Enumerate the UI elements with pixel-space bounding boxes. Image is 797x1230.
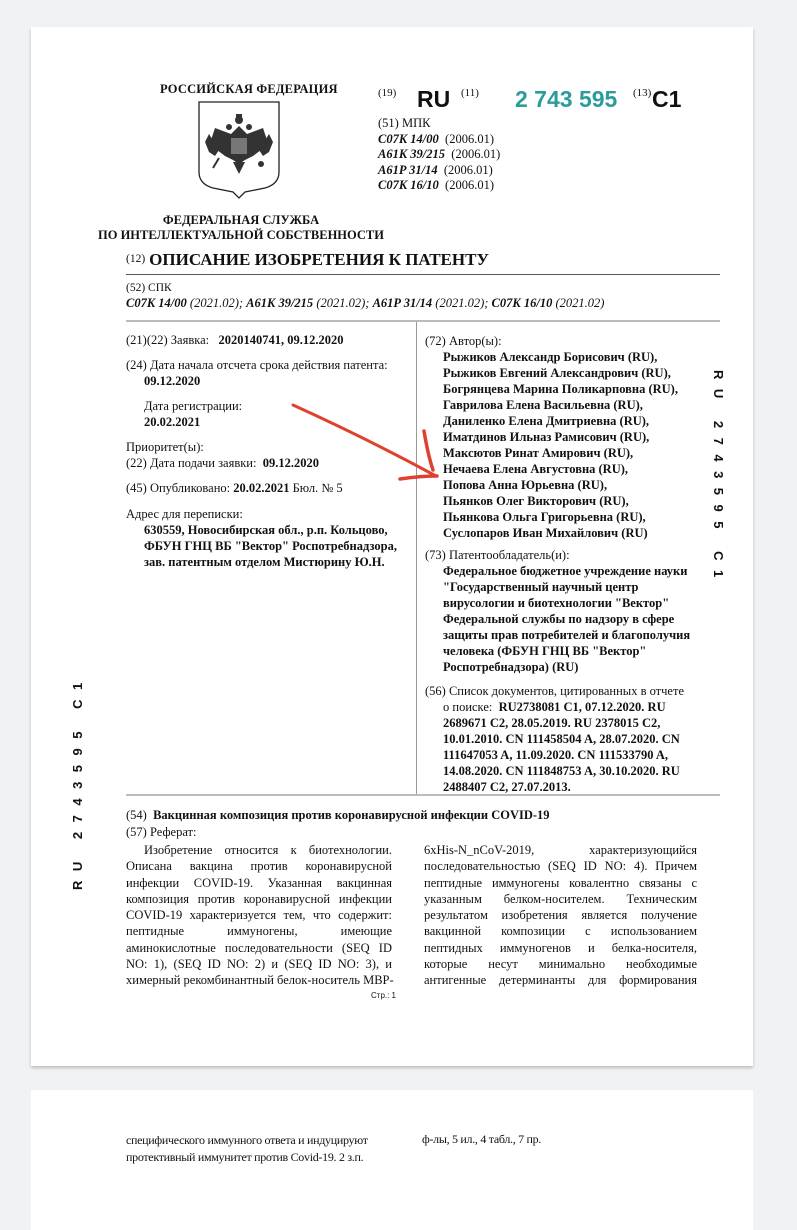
priority-field: Приоритет(ы): (22) Дата подачи заявки: 09.12.2020 bbox=[126, 440, 319, 470]
page2-right-text: ф-лы, 5 ил., 4 табл., 7 пр. bbox=[422, 1132, 542, 1146]
application-field: (21)(22) Заявка: 2020140741, 09.12.2020 bbox=[126, 333, 344, 347]
cpc-label: (52) СПК bbox=[126, 282, 172, 294]
agency-name bbox=[96, 213, 386, 243]
ipc-entry: C07K 14/00 (2006.01) bbox=[378, 131, 494, 146]
cpc-classification: C07K 14/00 (2021.02); A61K 39/215 (2021.02); A61P 31/14 (2021.02); C07K 16/10 (2021.02) bbox=[126, 296, 605, 310]
authors-label: (72) Автор(ы): bbox=[425, 334, 502, 348]
inid-code-19: (19) bbox=[378, 87, 397, 99]
published-field: (45) Опубликовано: 20.02.2021 Бюл. № 5 bbox=[126, 481, 343, 495]
author-name: Рыжиков Евгений Александрович (RU), bbox=[443, 366, 671, 380]
patent-holder: (73) Патентообладатель(и): Федеральное бюджетное учреждение науки "Государственный научный центр вирусологии и биотехнологии "Вектор" Федеральной службы по надзору в сфере защиты прав потребителей и благополучия человека (ФБУН ГНЦ ВБ "Вектор" Роспотребнадзора) (RU) bbox=[425, 548, 691, 674]
agency-line-2: ПО ИНТЕЛЛЕКТУАЛЬНОЙ СОБСТВЕННОСТИ bbox=[98, 228, 384, 242]
author-name: Нечаева Елена Августовна (RU), bbox=[443, 462, 629, 476]
side-patent-code-right: RU 2743595 C1 bbox=[711, 370, 726, 587]
divider bbox=[126, 274, 720, 275]
term-start-field: (24) Дата начала отсчета срока действия патента: 09.12.2020 bbox=[126, 358, 388, 388]
patent-number: 2 743 595 bbox=[515, 86, 618, 112]
page2-left-text: специфического иммунного ответа и индуцируют протективный иммунитет против Covid-19. 2 з.п. bbox=[126, 1133, 368, 1164]
ipc-entry: C07K 16/10 (2006.01) bbox=[378, 178, 494, 192]
author-name: Максютов Ринат Амирович (RU), bbox=[443, 446, 634, 460]
author-name: Гаврилова Елена Васильевна (RU), bbox=[443, 398, 643, 412]
author-name: Попова Анна Юрьевна (RU), bbox=[443, 478, 608, 492]
abstract-right-column: 6xHis-N_nCoV-2019, характеризующийся последовательностью (SEQ ID NO: 4). Причем пептидные иммуногены ковалентно связаны с указанным белком-носителем. Техническим результатом изобретения является получение вакцинной композиции с использованием пептидных иммуногенов и белка-носителя, которые несут минимально необходимые антигенные детерминанты для формирования bbox=[424, 843, 697, 988]
coat-of-arms-icon bbox=[195, 100, 283, 200]
document-type-title: ОПИСАНИЕ ИЗОБРЕТЕНИЯ К ПАТЕНТУ bbox=[149, 250, 489, 269]
author-name: Пьянкова Ольга Григорьевна (RU), bbox=[443, 510, 646, 524]
cited-documents: (56) Список документов, цитированных в отчете о поиске: RU2738081 C1, 07.12.2020. RU 2689671 C2, 28.05.2019. RU 2378015 C2, 10.01.2010. CN 111458504 A, 28.07.2020. CN 111647053 A, 11.09.2020. CN 111533790 A, 14.08.2020. CN 111848753 A, 30.10.2020. RU 2488407 C2, 27.07.2013. bbox=[425, 684, 684, 794]
ipc-entry: A61P 31/14 (2006.01) bbox=[378, 162, 493, 177]
page-number: Стр.: 1 bbox=[371, 991, 397, 1000]
divider bbox=[126, 320, 720, 322]
column-divider bbox=[416, 322, 417, 794]
registration-date-field: Дата регистрации: 20.02.2021 bbox=[144, 399, 243, 429]
author-name: Пьянков Олег Викторович (RU), bbox=[443, 494, 629, 508]
ipc-entry: A61K 39/215 (2006.01) bbox=[378, 147, 501, 161]
inid-code-12: (12) bbox=[126, 253, 146, 265]
author-name: Суслопаров Иван Михайлович (RU) bbox=[443, 526, 648, 540]
author-name: Рыжиков Александр Борисович (RU), bbox=[443, 350, 658, 364]
authors-list bbox=[425, 333, 678, 541]
inid-code-11: (11) bbox=[461, 87, 479, 99]
country-code: RU bbox=[417, 86, 451, 112]
ipc-label: (51) МПК bbox=[378, 116, 431, 130]
author-name: Иматдинов Ильназ Рамисович (RU), bbox=[443, 430, 650, 444]
inid-code-13: (13) bbox=[633, 87, 652, 99]
author-name: Богрянцева Марина Поликарповна (RU), bbox=[443, 382, 678, 396]
agency-line-1: ФЕДЕРАЛЬНАЯ СЛУЖБА bbox=[162, 213, 320, 227]
ipc-classification bbox=[378, 116, 500, 194]
invention-title: (54) Вакцинная композиция против коронавирусной инфекции COVID-19 bbox=[126, 808, 550, 822]
country-heading: РОССИЙСКАЯ ФЕДЕРАЦИЯ bbox=[160, 82, 338, 96]
abstract-left-column: Изобретение относится к биотехнологии. Описана вакцина против коронавирусной инфекции COVID-19. Указанная вакцинная композиция против коронавирусной инфекции COVID-19 характеризуется тем, что содержит: пептидные иммуногены, имеющие аминокислотные последовательности (SEQ ID NO: 1), (SEQ ID NO: 2) и (SEQ ID NO: 3), и химерный рекомбинантный белок-носитель MBP- bbox=[126, 843, 394, 988]
document-type-heading bbox=[126, 250, 489, 270]
kind-code: C1 bbox=[652, 86, 682, 112]
correspondence-address: Адрес для переписки: 630559, Новосибирская обл., р.п. Кольцово, ФБУН ГНЦ ВБ "Вектор" Роспотребнадзора, зав. патентным отделом Мистюрину Ю.Н. bbox=[126, 507, 398, 569]
side-patent-code-left: RU 2743595 C1 bbox=[70, 673, 85, 890]
abstract-label: (57) Реферат: bbox=[126, 825, 197, 839]
author-name: Даниленко Елена Дмитриевна (RU), bbox=[443, 414, 650, 428]
